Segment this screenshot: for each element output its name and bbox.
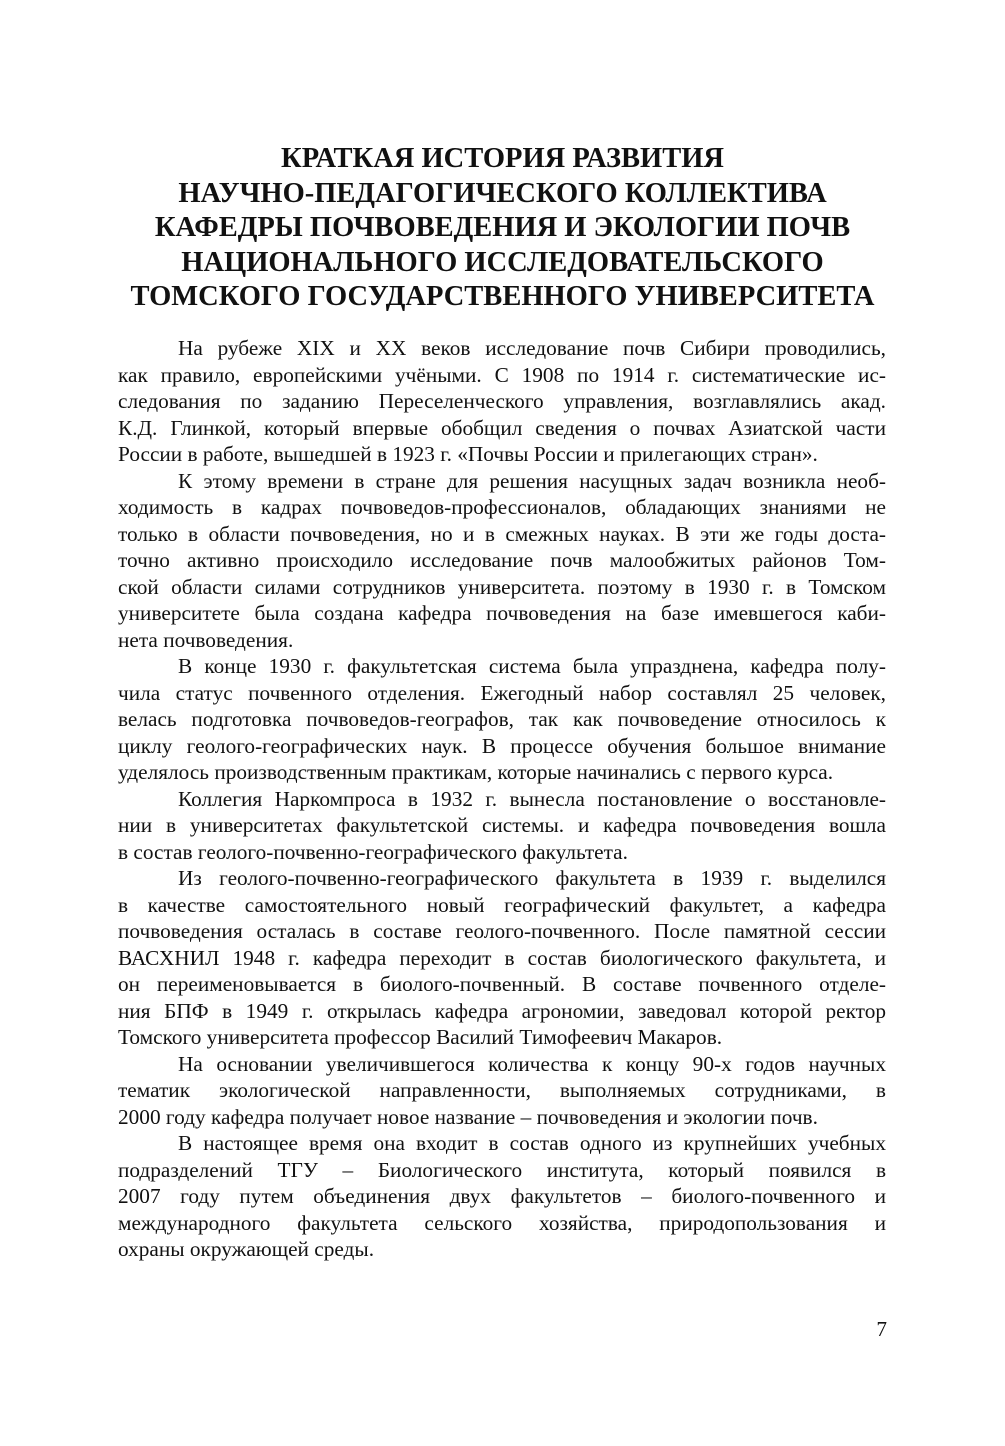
paragraph-line: На основании увеличившегося количества к концу 90-х годов научных — [178, 1051, 886, 1076]
paragraph-line: ской области силами сотрудников университета. поэтому в 1930 г. в Томском — [118, 574, 886, 599]
paragraph — [118, 335, 886, 468]
paragraph-line: в качестве самостоятельного новый географический факультет, а кафедра — [118, 892, 886, 917]
title-line: КРАТКАЯ ИСТОРИЯ РАЗВИТИЯ — [281, 143, 724, 174]
page-number: 7 — [876, 1317, 887, 1341]
paragraph-line: точно активно происходило исследование почв малообжитых районов Том- — [118, 548, 886, 572]
paragraph-line: К этому времени в стране для решения насущных задач возникла необ- — [178, 468, 886, 493]
paragraph-line: университете была создана кафедра почвоведения на базе имевшегося каби- — [118, 601, 886, 625]
title-line: НАЦИОНАЛЬНОГО ИССЛЕДОВАТЕЛЬСКОГО — [181, 246, 824, 278]
title-line: НАУЧНО-ПЕДАГОГИЧЕСКОГО КОЛЛЕКТИВА — [178, 177, 827, 209]
paragraph-line: ВАСХНИЛ 1948 г. кафедра переходит в состав биологического факультета, и — [118, 945, 886, 970]
paragraph-line: 2007 году путем объединения двух факультетов – биолого-почвенного и — [118, 1184, 886, 1208]
paragraph-line: охраны окружающей среды. — [118, 1237, 375, 1261]
paragraph-line: в состав геолого-почвенно-географического факультета. — [118, 839, 628, 864]
paragraph-line: почвоведения осталась в составе геолого-почвенного. После памятной сессии — [118, 919, 886, 943]
paragraph-line: ния БПФ в 1949 г. открылась кафедра агрономии, заведовал которой ректор — [118, 998, 886, 1023]
paragraph-line: Коллегия Наркомпроса в 1932 г. вынесла постановление о восстановле- — [178, 786, 886, 811]
page-title — [100, 142, 905, 315]
paragraph-line: ходимость в кадрах почвоведов-профессионалов, обладающих знаниями не — [118, 495, 886, 519]
title-line: ТОМСКОГО ГОСУДАРСТВЕННОГО УНИВЕРСИТЕТА — [130, 281, 875, 312]
paragraph-line: чила статус почвенного отделения. Ежегодный набор составлял 25 человек, — [118, 680, 886, 705]
paragraph-line: К.Д. Глинкой, который впервые обобщил сведения о почвах Азиатской части — [118, 415, 886, 440]
paragraph-line: Томского университета профессор Василий Тимофеевич Макаров. — [118, 1025, 723, 1049]
paragraph-line: На рубеже XIX и XX веков исследование почв Сибири проводились, — [178, 336, 886, 360]
paragraph-line: он переименовывается в биолого-почвенный. В составе почвенного отделе- — [118, 972, 886, 996]
paragraph — [118, 1051, 886, 1131]
paragraph — [118, 468, 886, 654]
paragraph-line: велась подготовка почвоведов-географов, так как почвоведение относилось к — [118, 707, 886, 731]
body-text — [118, 335, 886, 1263]
paragraph-line: уделялось производственным практикам, которые начинались с первого курса. — [118, 760, 834, 784]
paragraph — [118, 653, 886, 786]
paragraph-line: нета почвоведения. — [118, 627, 294, 652]
paragraph-line: России в работе, вышедшей в 1923 г. «Почвы России и прилегающих стран». — [118, 442, 818, 466]
paragraph — [118, 1130, 886, 1263]
paragraph — [118, 865, 886, 1051]
paragraph-line: В настоящее время она входит в состав одного из крупнейших учебных — [178, 1131, 886, 1155]
paragraph-line: Из геолого-почвенно-географического факультета в 1939 г. выделился — [178, 866, 886, 890]
paragraph-line: В конце 1930 г. факультетская система была упразднена, кафедра полу- — [178, 654, 886, 678]
paragraph-line: 2000 году кафедра получает новое название – почвоведения и экологии почв. — [118, 1104, 818, 1129]
paragraph-line: международного факультета сельского хозяйства, природопользования и — [118, 1210, 886, 1235]
paragraph-line: тематик экологической направленности, выполняемых сотрудниками, в — [118, 1078, 886, 1102]
paragraph — [118, 786, 886, 866]
title-line: КАФЕДРЫ ПОЧВОВЕДЕНИЯ И ЭКОЛОГИИ ПОЧВ — [154, 212, 851, 243]
paragraph-line: как правило, европейскими учёными. С 1908 по 1914 г. систематические ис- — [118, 362, 886, 387]
paragraph-line: только в области почвоведения, но и в смежных науках. В эти же годы доста- — [118, 521, 886, 546]
paragraph-line: подразделений ТГУ – Биологического института, который появился в — [118, 1157, 886, 1182]
paragraph-line: циклу геолого-географических наук. В процессе обучения большое внимание — [118, 733, 886, 758]
paragraph-line: нии в университетах факультетской системы. и кафедра почвоведения вошла — [118, 813, 886, 837]
paragraph-line: следования по заданию Переселенческого управления, возглавлялись акад. — [118, 389, 886, 413]
